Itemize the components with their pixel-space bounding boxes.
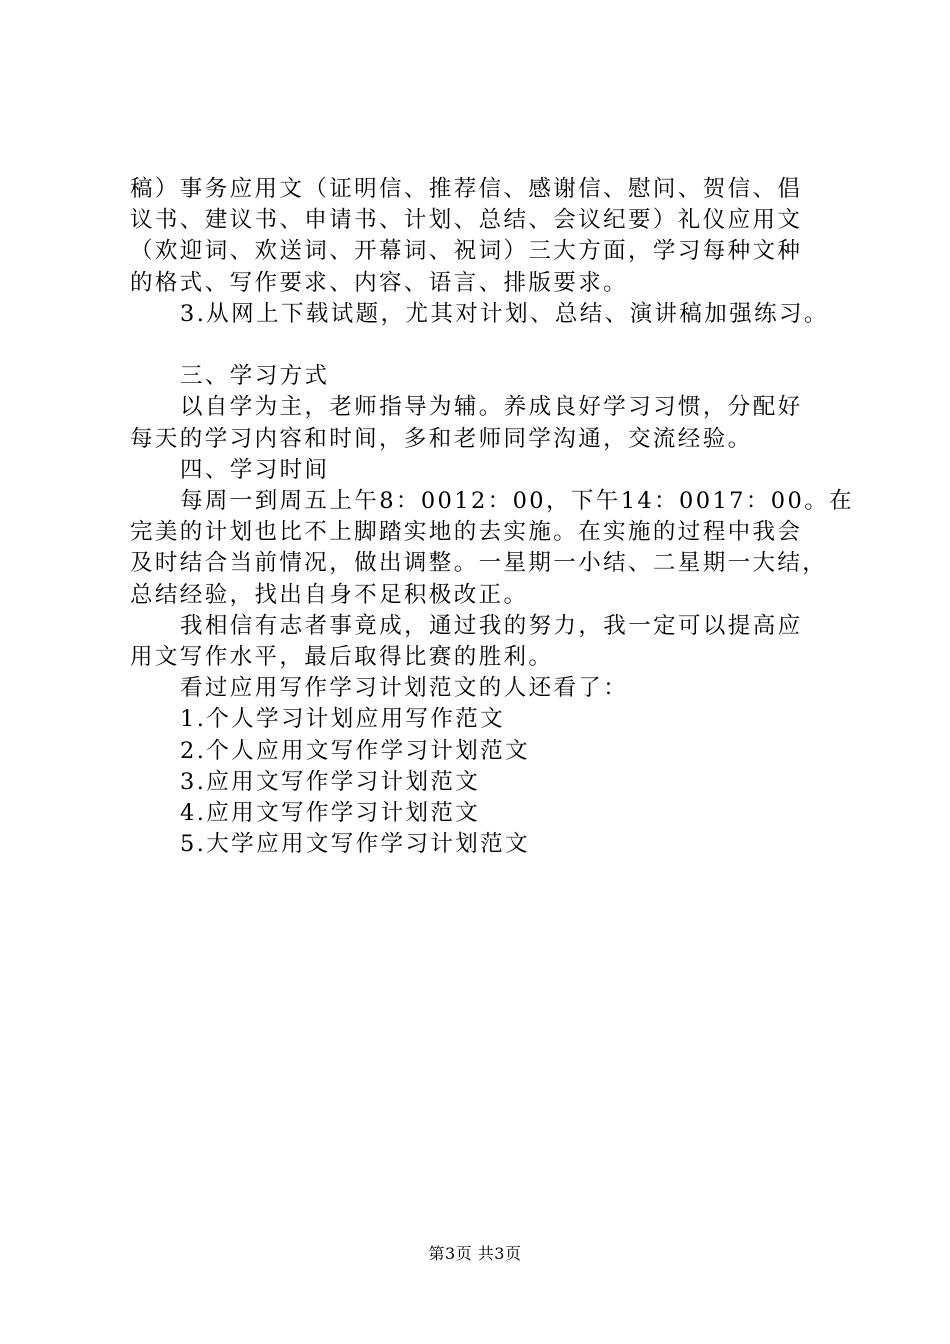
- page-footer: 第3页 共3页: [428, 1244, 522, 1263]
- body-line: 我相信有志者事竟成，通过我的努力，我一定可以提高应: [180, 612, 803, 639]
- body-line: 3.从网上下载试题，尤其对计划、总结、演讲稿加强练习。: [180, 300, 829, 327]
- body-line: 的格式、写作要求、内容、语言、排版要求。: [130, 269, 629, 296]
- related-link[interactable]: 3.应用文写作学习计划范文: [180, 768, 481, 795]
- paragraph-gap: [130, 330, 840, 361]
- related-link[interactable]: 2.个人应用文写作学习计划范文: [180, 737, 530, 764]
- section-heading: 三、学习方式: [180, 363, 330, 390]
- body-line: 及时结合当前情况，做出调整。一星期一小结、二星期一大结，: [130, 550, 828, 577]
- body-line: 用文写作水平，最后取得比赛的胜利。: [130, 644, 554, 671]
- document-body: [130, 174, 855, 860]
- body-line: 议书、建议书、申请书、计划、总结、会议纪要）礼仪应用文: [130, 207, 803, 234]
- related-heading: 看过应用写作学习计划范文的人还看了：: [180, 675, 629, 702]
- body-line: （欢迎词、欢送词、开幕词、祝词）三大方面，学习每种文种: [130, 238, 803, 265]
- body-line: 每天的学习内容和时间，多和老师同学沟通，交流经验。: [130, 425, 753, 452]
- body-line: 每周一到周五上午8：0012：00，下午14：0017：00。在: [180, 488, 855, 515]
- related-link[interactable]: 5.大学应用文写作学习计划范文: [180, 831, 530, 858]
- related-link[interactable]: 4.应用文写作学习计划范文: [180, 800, 481, 827]
- body-line: 总结经验，找出自身不足积极改正。: [130, 581, 529, 608]
- body-line: 稿）事务应用文（证明信、推荐信、感谢信、慰问、贺信、倡: [130, 176, 803, 202]
- section-heading: 四、学习时间: [180, 456, 330, 483]
- body-line: 完美的计划也比不上脚踏实地的去实施。在实施的过程中我会: [130, 519, 803, 546]
- related-link[interactable]: 1.个人学习计划应用写作范文: [180, 706, 506, 733]
- body-line: 以自学为主，老师指导为辅。养成良好学习习惯，分配好: [180, 394, 803, 421]
